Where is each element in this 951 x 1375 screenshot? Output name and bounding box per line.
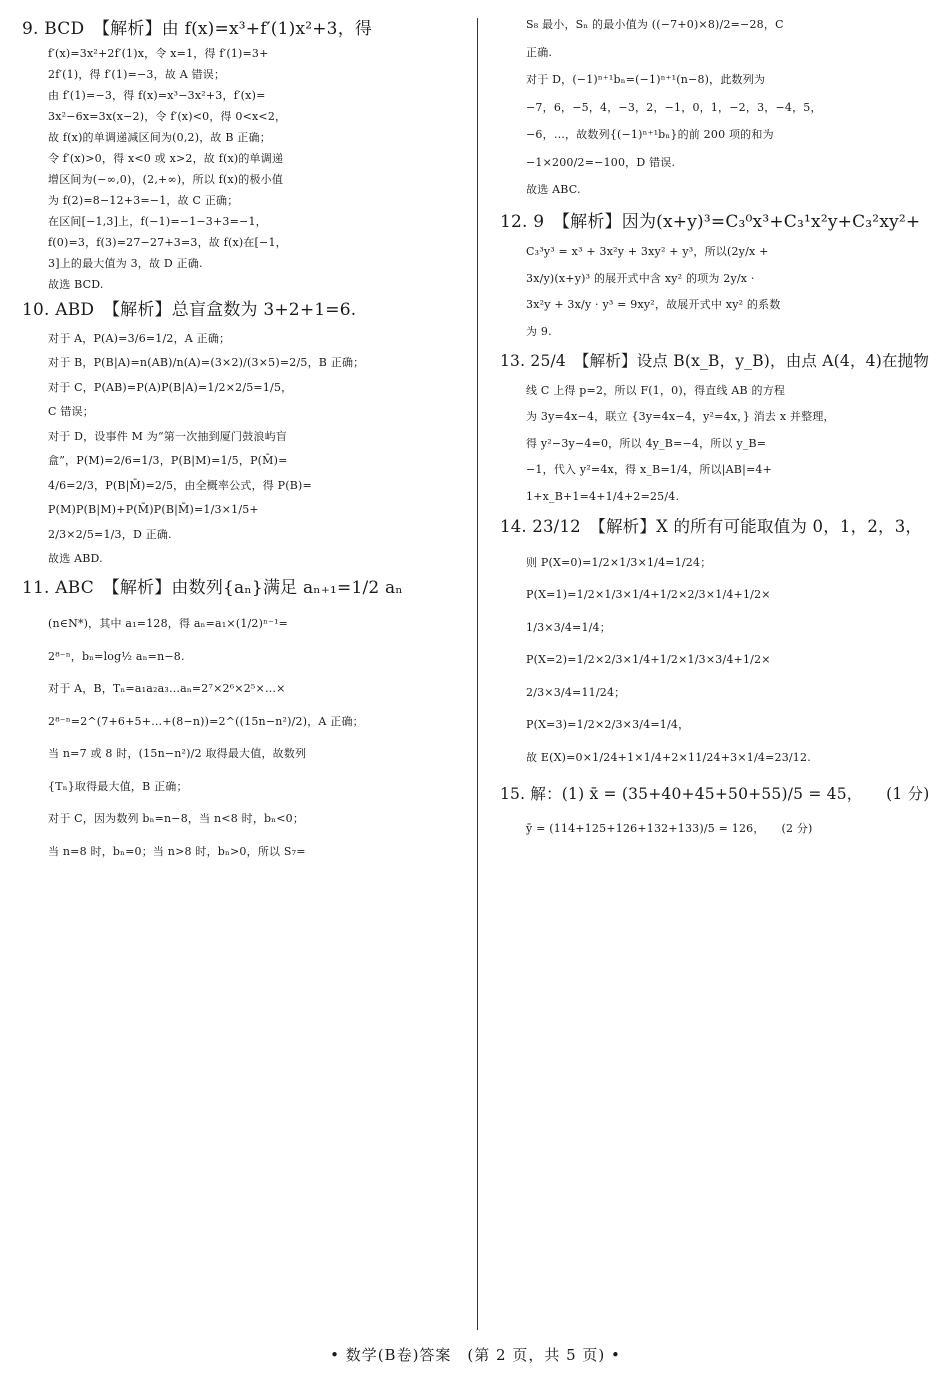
q14-line: 则 P(X=0)=1/2×1/3×1/4=1/24； (526, 555, 712, 569)
column-divider (477, 18, 478, 1330)
q10-line: 对于 D，设事件 M 为“第一次抽到厦门鼓浪屿盲 (48, 429, 287, 443)
q11-line: 2⁸⁻ⁿ，bₙ=log½ aₙ=n−8. (48, 649, 185, 663)
right-column (500, 18, 928, 854)
left-column (22, 18, 450, 877)
q11-line: −6，…，故数列{(−1)ⁿ⁺¹bₙ}的前 200 项的和为 (526, 128, 774, 142)
q10-solution (22, 299, 450, 567)
q11-line: (n∈N*)，其中 a₁=128，得 aₙ=a₁×(1/2)ⁿ⁻¹= (48, 617, 289, 631)
q14-solution (500, 516, 928, 765)
q10-line: 4/6=2/3，P(B|M̄)=2/5，由全概率公式，得 P(B)= (48, 478, 312, 492)
q10-line: 10. ABD 【解析】总盲盒数为 3+2+1=6. (22, 300, 357, 321)
q11-line: 对于 A，B，Tₙ=a₁a₂a₃…aₙ=2⁷×2⁶×2⁵×…× (48, 682, 286, 696)
q14-line: 2/3×3/4=11/24； (526, 685, 626, 699)
q12-line: C₃³y³ = x³ + 3x²y + 3xy² + y³，所以(2y/x + (526, 245, 769, 259)
q10-line: 故选 ABD. (48, 552, 103, 566)
q10-line: 对于 B，P(B|A)=n(AB)/n(A)=(3×2)/(3×5)=2/5，B 正确； (48, 356, 365, 370)
q9-line: 增区间为(−∞,0)，(2,+∞)，所以 f(x)的极小值 (48, 173, 284, 187)
q9-line: 2f′(1)，得 f′(1)=−3，故 A 错误； (48, 67, 226, 81)
q12-line: 3x/y)(x+y)³ 的展开式中含 xy² 的项为 2y/x · (526, 271, 755, 285)
q11-line: 正确. (526, 45, 553, 59)
q11-continued (500, 18, 928, 198)
q12-line: 3x²y + 3x/y · y³ = 9xy²，故展开式中 xy² 的系数 (526, 298, 781, 312)
q9-line: 9. BCD 【解析】由 f(x)=x³+f′(1)x²+3，得 (22, 19, 373, 39)
q13-solution (500, 351, 928, 504)
q14-line: P(X=2)=1/2×2/3×1/4+1/2×1/3×3/4+1/2× (526, 653, 771, 667)
q9-line: 令 f′(x)>0，得 x<0 或 x>2，故 f(x)的单调递 (48, 152, 284, 166)
q15-solution (500, 784, 928, 837)
q14-line: P(X=1)=1/2×1/3×1/4+1/2×2/3×1/4+1/2× (526, 588, 771, 602)
q13-line: 得 y²−3y−4=0，所以 4y_B=−4，所以 y_B= (526, 436, 767, 450)
q10-line: 2/3×2/5=1/3，D 正确. (48, 527, 172, 541)
q13-line: 13. 25/4 【解析】设点 B(x_B，y_B)，由点 A(4，4)在抛物 (500, 352, 930, 371)
q11-line: −1×200/2=−100，D 错误. (526, 155, 676, 169)
q9-line: f′(x)=3x²+2f′(1)x，令 x=1，得 f′(1)=3+ (48, 46, 269, 60)
q9-line: 故 f(x)的单调递减区间为(0,2)，故 B 正确； (48, 131, 271, 144)
q11-line: 11. ABC 【解析】由数列{aₙ}满足 aₙ₊₁=1/2 aₙ (22, 577, 403, 598)
q9-line: 由 f′(1)=−3，得 f(x)=x³−3x²+3，f′(x)= (48, 88, 266, 102)
q14-line: P(X=3)=1/2×2/3×3/4=1/4， (526, 718, 690, 732)
q9-solution (22, 18, 450, 293)
q11-line: 当 n=7 或 8 时，(15n−n²)/2 取得最大值，故数列 (48, 747, 307, 761)
q11-solution (22, 577, 450, 860)
q13-line: 为 3y=4x−4，联立 {3y=4x−4，y²=4x，} 消去 x 并整理， (526, 410, 835, 424)
q11-line: −7，6，−5，4，−3，2，−1，0，1，−2，3，−4，5， (526, 100, 822, 114)
q13-line: −1，代入 y²=4x，得 x_B=1/4，所以|AB|=4+ (526, 463, 773, 477)
q14-line: 14. 23/12 【解析】X 的所有可能取值为 0，1，2，3， (500, 517, 923, 537)
q11-line: 对于 D，(−1)ⁿ⁺¹bₙ=(−1)ⁿ⁺¹(n−8)，此数列为 (526, 73, 766, 87)
q10-line: 对于 C，P(AB)=P(A)P(B|A)=1/2×2/5=1/5， (48, 380, 293, 394)
page-footer: • 数学(B卷)答案 (第 2 页，共 5 页) • (330, 1346, 621, 1364)
q11-line: 对于 C，因为数列 bₙ=n−8，当 n<8 时，bₙ<0； (48, 812, 305, 826)
q15-line: 15. 解：(1) x̄ = (35+40+45+50+55)/5 = 45， (1 分) (500, 784, 930, 803)
q9-line: 为 f(2)=8−12+3=−1，故 C 正确； (48, 194, 239, 208)
q12-line: 12. 9 【解析】因为(x+y)³=C₃⁰x³+C₃¹x²y+C₃²xy²+ (500, 211, 921, 232)
q9-line: 在区间[−1,3]上，f(−1)=−1−3+3=−1， (48, 215, 267, 229)
q9-line: 故选 BCD. (48, 278, 104, 292)
q10-line: 对于 A，P(A)=3/6=1/2，A 正确； (48, 331, 231, 345)
q11-line: 当 n=8 时，bₙ=0；当 n>8 时，bₙ>0，所以 S₇= (48, 844, 306, 858)
q10-line: C 错误； (48, 405, 94, 419)
q11-line: 2⁸⁻ⁿ=2^(7+6+5+…+(8−n))=2^((15n−n²)/2)，A 正确； (48, 714, 364, 728)
q14-line: 1/3×3/4=1/4； (526, 620, 611, 634)
q12-line: 为 9. (526, 324, 552, 338)
q12-solution (500, 211, 928, 340)
q10-line: 盒”，P(M)=2/6=1/3，P(B|M)=1/5，P(M̄)= (48, 454, 288, 468)
q11-line: 故选 ABC. (526, 183, 581, 197)
q9-line: f(0)=3，f(3)=27−27+3=3，故 f(x)在[−1， (48, 236, 287, 250)
q10-line: P(M)P(B|M)+P(M̄)P(B|M̄)=1/3×1/5+ (48, 503, 259, 517)
q13-line: 线 C 上得 p=2，所以 F(1，0)，得直线 AB 的方程 (526, 383, 786, 397)
q11-line: {Tₙ}取得最大值，B 正确； (48, 779, 188, 793)
q9-line: 3x²−6x=3x(x−2)，令 f′(x)<0，得 0<x<2， (48, 109, 287, 123)
q13-line: 1+x_B+1=4+1/4+2=25/4. (526, 489, 680, 503)
q9-line: 3]上的最大值为 3，故 D 正确. (48, 257, 203, 271)
q14-line: 故 E(X)=0×1/24+1×1/4+2×11/24+3×1/4=23/12. (526, 751, 811, 764)
q11-line: S₈ 最小，Sₙ 的最小值为 ((−7+0)×8)/2=−28，C (526, 18, 784, 31)
q15-line: ȳ = (114+125+126+132+133)/5 = 126， (2 分) (526, 821, 813, 835)
